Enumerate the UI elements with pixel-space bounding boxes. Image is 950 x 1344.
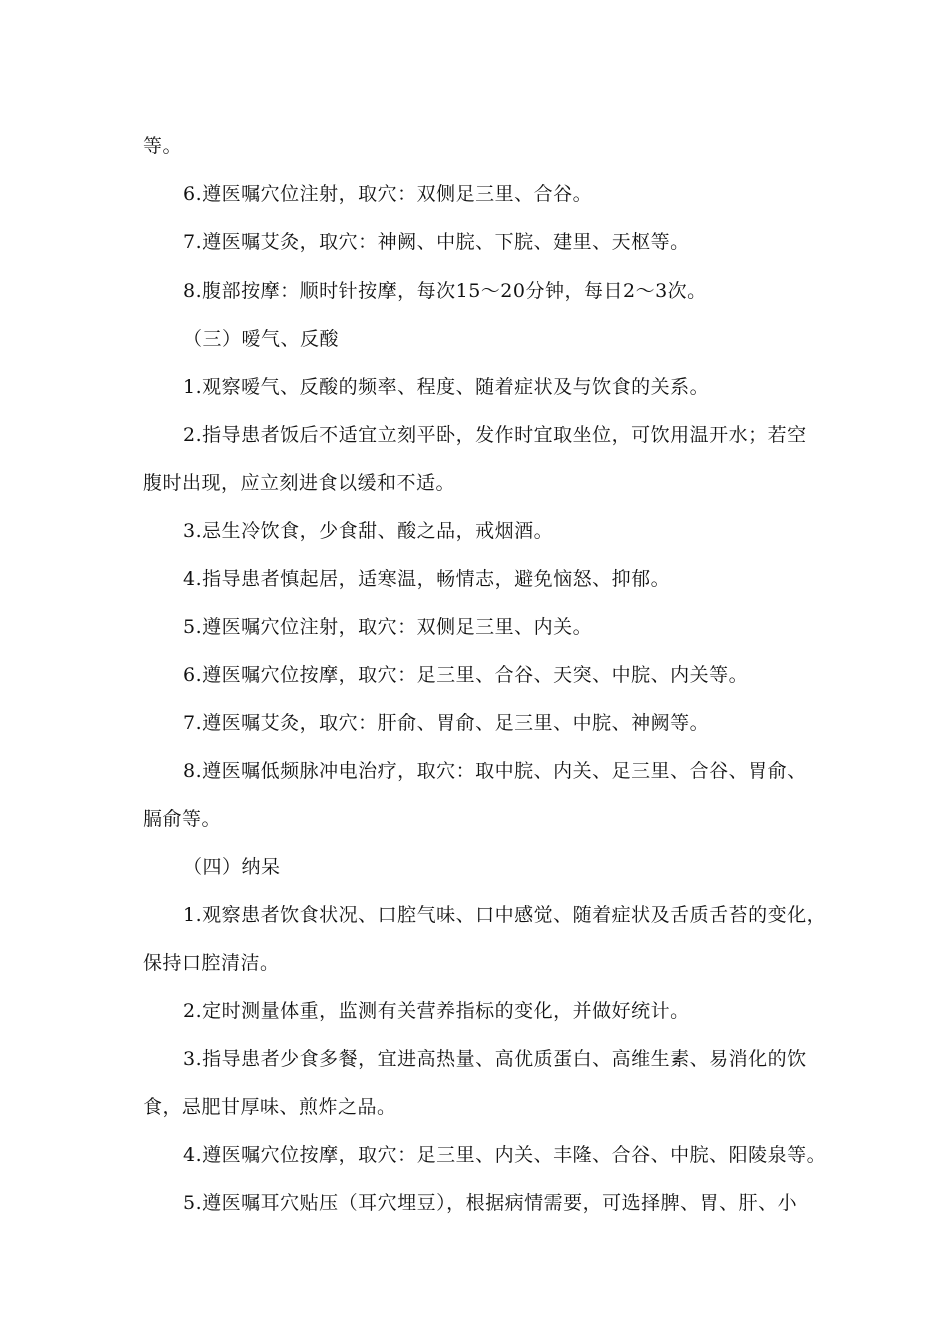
text-line: 1.观察嗳气、反酸的频率、程度、随着症状及与饮食的关系。	[183, 376, 710, 398]
text-line: 7.遵医嘱艾灸，取穴：肝俞、胃俞、足三里、中脘、神阙等。	[183, 712, 710, 734]
section-heading: （三）嗳气、反酸	[183, 328, 340, 350]
text-line: 8.腹部按摩：顺时针按摩，每次15～20分钟，每日2～3次。	[183, 280, 707, 302]
text-line: 8.遵医嘱低频脉冲电治疗，取穴：取中脘、内关、足三里、合谷、胃俞、	[183, 760, 807, 782]
text-line: 6.遵医嘱穴位注射，取穴：双侧足三里、合谷。	[183, 183, 593, 205]
text-line: 4.指导患者慎起居，适寒温，畅情志，避免恼怒、抑郁。	[183, 568, 671, 590]
section-heading: （四）纳呆	[183, 856, 281, 878]
text-line: 7.遵医嘱艾灸，取穴：神阙、中脘、下脘、建里、天枢等。	[183, 231, 690, 253]
text-line: 2.定时测量体重，监测有关营养指标的变化，并做好统计。	[183, 1000, 690, 1022]
text-line: 腹时出现，应立刻进食以缓和不适。	[143, 472, 456, 494]
text-line: 5.遵医嘱耳穴贴压（耳穴埋豆），根据病情需要，可选择脾、胃、肝、小	[183, 1192, 798, 1214]
text-line: 1.观察患者饮食状况、口腔气味、口中感觉、随着症状及舌质舌苔的变化，	[183, 904, 827, 926]
text-line: 5.遵医嘱穴位注射，取穴：双侧足三里、内关。	[183, 616, 593, 638]
text-line: 3.忌生冷饮食，少食甜、酸之品，戒烟酒。	[183, 520, 554, 542]
text-line: 4.遵医嘱穴位按摩，取穴：足三里、内关、丰隆、合谷、中脘、阳陵泉等。	[183, 1144, 827, 1166]
text-line: 膈俞等。	[143, 808, 222, 830]
text-line: 2.指导患者饭后不适宜立刻平卧，发作时宜取坐位，可饮用温开水；若空	[183, 424, 807, 446]
text-line: 食，忌肥甘厚味、煎炸之品。	[143, 1096, 397, 1118]
text-line: 保持口腔清洁。	[143, 952, 280, 974]
text-line: 3.指导患者少食多餐，宜进高热量、高优质蛋白、高维生素、易消化的饮	[183, 1048, 807, 1070]
text-line: 等。	[143, 135, 183, 157]
text-line: 6.遵医嘱穴位按摩，取穴：足三里、合谷、天突、中脘、内关等。	[183, 664, 749, 686]
